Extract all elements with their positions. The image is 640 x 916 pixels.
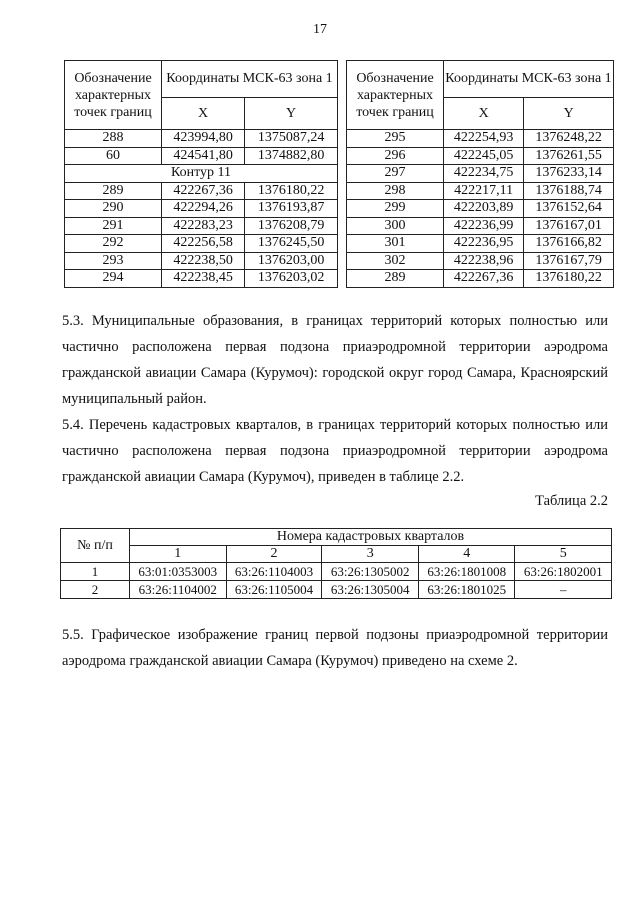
coordinates-table-left [64,60,338,288]
row-number-header: № п/п [61,529,130,563]
x-cell: 422267,36 [162,182,245,200]
x-cell: 422238,96 [444,252,524,270]
table-row [347,235,614,253]
y-cell: 1376261,55 [524,147,614,165]
y-header: Y [245,98,338,130]
y-cell: 1376203,00 [245,252,338,270]
table-row [347,182,614,200]
cadastral-cell: 63:26:1305004 [322,581,419,599]
table-row [61,563,612,581]
x-cell: 422254,93 [444,130,524,148]
page-number: 17 [313,22,327,37]
y-cell: 1376188,74 [524,182,614,200]
y-cell: 1376166,82 [524,235,614,253]
point-cell: 293 [65,252,162,270]
x-cell: 424541,80 [162,147,245,165]
row-number: 2 [61,581,130,599]
y-cell: 1376180,22 [524,270,614,288]
x-cell: 422236,95 [444,235,524,253]
paragraph-5-4: 5.4. Перечень кадастровых кварталов, в границах территорий которых полностью или частично расположена первая подзона приаэродромной территории аэродрома гражданской авиации Самара (Курумоч), приведен в таблице 2.2. [62,417,608,485]
designation-header: Обозначение характерных точек границ [65,61,162,130]
cadastral-cell: 63:26:1105004 [226,581,322,599]
table-row [347,147,614,165]
y-cell: 1376233,14 [524,165,614,183]
point-cell: 298 [347,182,444,200]
point-cell: 301 [347,235,444,253]
x-cell: 422238,50 [162,252,245,270]
table-row [65,252,338,270]
designation-header: Обозначение характерных точек границ [347,61,444,130]
cadastral-cell: 63:01:0353003 [130,563,227,581]
table-row [347,217,614,235]
y-cell: 1376208,79 [245,217,338,235]
y-cell: 1376248,22 [524,130,614,148]
table-row [65,130,338,148]
x-cell: 423994,80 [162,130,245,148]
x-header: X [162,98,245,130]
column-header: 5 [515,546,612,563]
table-row [347,130,614,148]
x-cell: 422283,23 [162,217,245,235]
y-cell: 1376167,01 [524,217,614,235]
y-cell: 1376152,64 [524,200,614,218]
table-row [347,165,614,183]
point-cell: 299 [347,200,444,218]
point-cell: 294 [65,270,162,288]
x-cell: 422294,26 [162,200,245,218]
cadastral-cell: 63:26:1104002 [130,581,227,599]
y-cell: 1376193,87 [245,200,338,218]
cadastral-group-header: Номера кадастровых кварталов [130,529,612,546]
point-cell: 300 [347,217,444,235]
point-cell: 292 [65,235,162,253]
contour-label: Контур 11 [65,165,338,183]
table-row [65,200,338,218]
x-cell: 422217,11 [444,182,524,200]
point-cell: 290 [65,200,162,218]
column-header: 3 [322,546,419,563]
column-header: 1 [130,546,227,563]
cadastral-cell: 63:26:1801025 [418,581,515,599]
row-number: 1 [61,563,130,581]
x-header: X [444,98,524,130]
table-row [65,182,338,200]
point-cell: 291 [65,217,162,235]
y-header: Y [524,98,614,130]
x-cell: 422203,89 [444,200,524,218]
point-cell: 295 [347,130,444,148]
point-cell: 289 [347,270,444,288]
cadastral-cell: 63:26:1802001 [515,563,612,581]
table-row [61,581,612,599]
y-cell: 1376167,79 [524,252,614,270]
x-cell: 422238,45 [162,270,245,288]
coordinates-header: Координаты МСК-63 зона 1 [162,61,338,98]
y-cell: 1374882,80 [245,147,338,165]
coordinates-header: Координаты МСК-63 зона 1 [444,61,614,98]
y-cell: 1376245,50 [245,235,338,253]
table-row [65,147,338,165]
paragraph-5-3: 5.3. Муниципальные образования, в границах территорий которых полностью или частично расположена первая подзона приаэродромной территории аэродрома гражданской авиации Самара (Курумоч): городской округ город Самара, Красноярский муниципальный район. [62,313,608,407]
point-cell: 296 [347,147,444,165]
table-row [347,200,614,218]
x-cell: 422234,75 [444,165,524,183]
point-cell: 289 [65,182,162,200]
table-row [65,217,338,235]
contour-row [65,165,338,183]
paragraph-5-5: 5.5. Графическое изображение границ первой подзоны приаэродромной территории аэродрома гражданской авиации Самара (Курумоч) приведено на схеме 2. [62,627,608,669]
x-cell: 422236,99 [444,217,524,235]
cadastral-cell: – [515,581,612,599]
table-row [347,252,614,270]
coordinates-table-right [346,60,614,288]
table-row [65,235,338,253]
y-cell: 1375087,24 [245,130,338,148]
table-row [347,270,614,288]
point-cell: 297 [347,165,444,183]
cadastral-cell: 63:26:1305002 [322,563,419,581]
point-cell: 302 [347,252,444,270]
cadastral-cell: 63:26:1104003 [226,563,322,581]
column-header: 2 [226,546,322,563]
point-cell: 288 [65,130,162,148]
y-cell: 1376180,22 [245,182,338,200]
x-cell: 422267,36 [444,270,524,288]
table-row [65,270,338,288]
y-cell: 1376203,02 [245,270,338,288]
point-cell: 60 [65,147,162,165]
column-header: 4 [418,546,515,563]
x-cell: 422245,05 [444,147,524,165]
cadastral-table [60,528,612,599]
x-cell: 422256,58 [162,235,245,253]
table-caption: Таблица 2.2 [535,493,608,509]
cadastral-cell: 63:26:1801008 [418,563,515,581]
